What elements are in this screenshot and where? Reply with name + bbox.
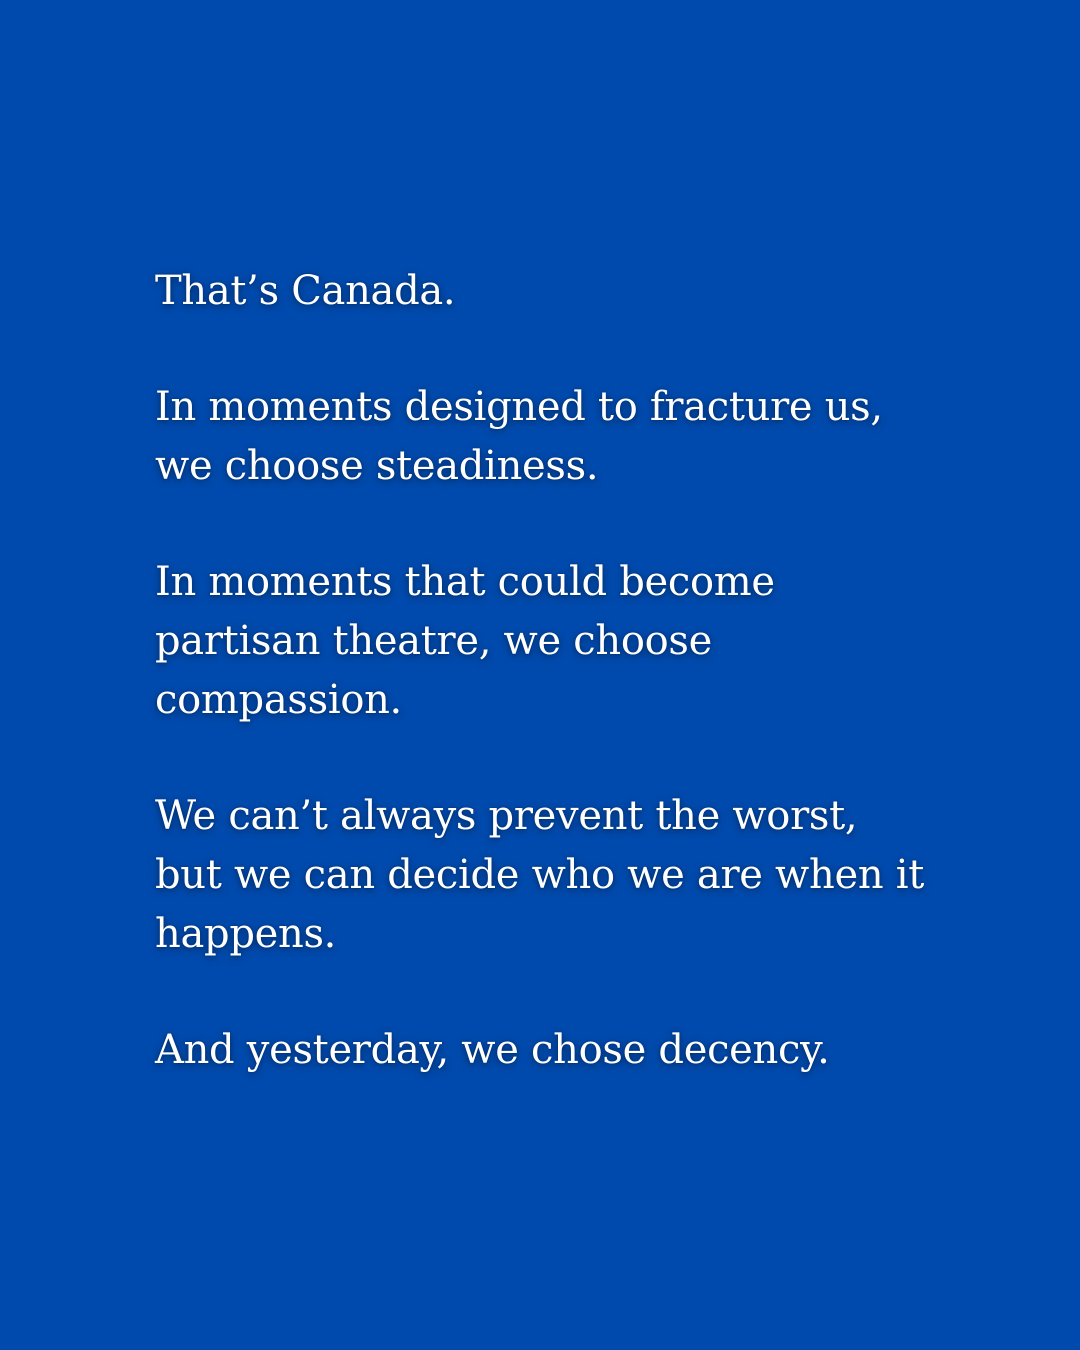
- paragraph-steadiness: In moments designed to fracture us, we choose steadiness.: [155, 384, 883, 489]
- statement-text-block: [155, 262, 935, 1080]
- paragraph-compassion: In moments that could become partisan theatre, we choose compassion.: [155, 559, 775, 723]
- paragraph-who-we-are: We can’t always prevent the worst, but we can decide who we are when it happens.: [155, 793, 924, 957]
- paragraph-thats-canada: That’s Canada.: [155, 268, 456, 314]
- paragraph-decency: And yesterday, we chose decency.: [155, 1027, 830, 1073]
